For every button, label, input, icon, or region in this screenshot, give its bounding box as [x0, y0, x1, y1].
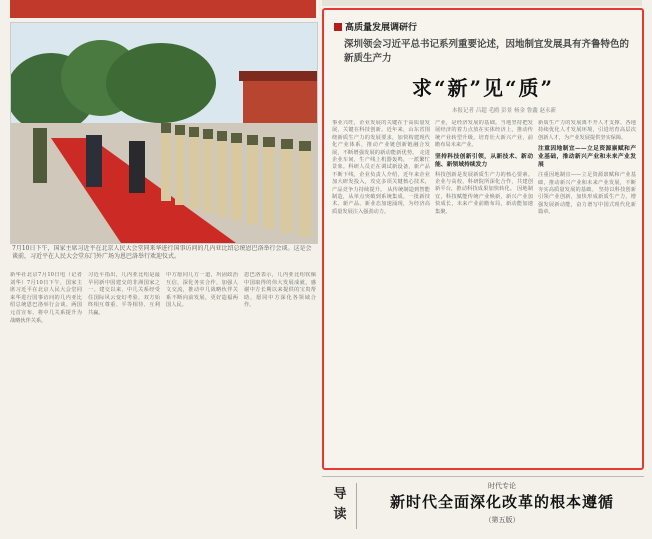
feature-paragraph: 事业兴旺，企业发展的关键在于高质量发展，关键在科技创新。近年来，山东省围绕新质生产力的发展要求，加快构建现代化产业体系，推动产业链创新链融合发展，不断增强发展的新动能新优势。: [332, 120, 430, 156]
guide-title[interactable]: 新时代全面深化改革的根本遵循: [389, 493, 614, 511]
top-rule: [322, 0, 642, 6]
feature-paragraph: 从传统制造到智能制造，从单点突破到系统集成，一批新技术、新产品、新业态加速涌现，为经济高质量发展注入强劲动力。: [332, 186, 430, 215]
feature-headline: 求“新”见“质”: [411, 76, 554, 100]
feature-subhead: 注重因地制宜——立足资源禀赋和产业基础，推动新兴产业和未来产业发展: [538, 146, 636, 169]
column-label: [334, 20, 417, 33]
left-article-col-4: 恩巴洛表示，几内亚比绍钦佩中国取得的伟大发展成就，感谢中方长期以来提供的宝贵帮助，愿同中方深化各领域合作。: [244, 272, 316, 309]
feature-paragraph: 产业，是经济发展的基础。当地坚持把发展经济的着力点放在实体经济上，推动传统产业转型升级，培育壮大新兴产业，前瞻布局未来产业。: [435, 120, 533, 149]
left-article: [10, 272, 316, 534]
feature-paragraph: 新质生产力的发展离不开人才支撑。各地持续优化人才发展环境，引进培育高层次创新人才，为产业发展提供坚实保障。: [538, 120, 636, 141]
left-article-col-2: 习近平指出，几内亚比绍是最早同新中国建交的非洲国家之一。建交以来，中几关系经受住国际风云变幻考验，双方始终相互尊重、平等相待、互利共赢。: [88, 272, 160, 316]
guide-label: 导读: [333, 487, 347, 522]
feature-col-1: [332, 120, 430, 465]
feature-article[interactable]: [322, 8, 644, 470]
photo-caption: 7月10日下午，国家主席习近平在北京人民大会堂同来华进行国事访问的几内亚比绍总统恩巴洛举行会谈。这是会谈前，习近平在人民大会堂东门外广场为恩巴洛举行欢迎仪式。: [12, 245, 312, 260]
feature-paragraph: 坚持以科技创新引领产业创新，加快形成新质生产力，增强发展新动能，奋力谱写中国式现代化新篇章。: [538, 187, 636, 216]
feature-paragraph: 注重因地制宜——立足资源禀赋和产业基础，推动新兴产业和未来产业发展，不断夯实高质量发展的基础。: [538, 172, 636, 194]
left-article-col-1: 新华社北京7月10日电（记者刘华）7月10日下午，国家主席习近平在北京人民大会堂同来华进行国事访问的几内亚比绍总统恩巴洛举行会谈。两国元首宣布，将中几关系提升为战略伙伴关系。: [10, 272, 82, 324]
guide-page-ref: （第五版）: [484, 516, 520, 524]
feature-subhead: 坚持科技创新引领，从新技术、新动能、新领域持续发力: [435, 153, 533, 168]
square-icon: [334, 23, 342, 31]
top-photo-strip: [10, 0, 316, 18]
feature-col-2: [435, 120, 533, 465]
feature-paragraph: 因地制宜，科技赋能传统产业焕新，新兴产业加快成长，未来产业前瞻布局，新动能加速集聚。: [435, 186, 533, 215]
guide-box[interactable]: [322, 476, 644, 535]
feature-paragraph: 走进企业车间，生产线上机器轰鸣，一派繁忙景象。科研人员正在调试新设备，新产品不断下线，企业负责人介绍，近年来企业加大研发投入，攻克多项关键核心技术，产品竞争力持续提升。: [332, 149, 430, 193]
left-article-col-3: 中方愿同几方一道，巩固政治互信，深化务实合作，加强人文交流，推动中几战略伙伴关系不断向前发展，更好造福两国人民。: [166, 272, 238, 309]
feature-byline: 本报记者 吕超 毛鸥 彭景 杨金 鲁鑫 赵永新: [452, 108, 556, 114]
feature-paragraph: 科技创新是发展新质生产力的核心要素。企业与高校、科研院所深化合作，共建创新平台，推动科技成果加快转化。: [435, 171, 533, 193]
feature-body: [332, 120, 636, 465]
column-label-text: 高质量发展调研行: [345, 23, 418, 33]
feature-subtitle: 深圳领会习近平总书记系列重要论述，因地制宜发展具有齐鲁特色的新质生产力: [344, 39, 630, 64]
news-photo: [10, 22, 318, 244]
feature-col-3: [538, 120, 636, 465]
guide-divider: [356, 483, 357, 529]
guide-kicker: 时代专论: [488, 482, 516, 490]
